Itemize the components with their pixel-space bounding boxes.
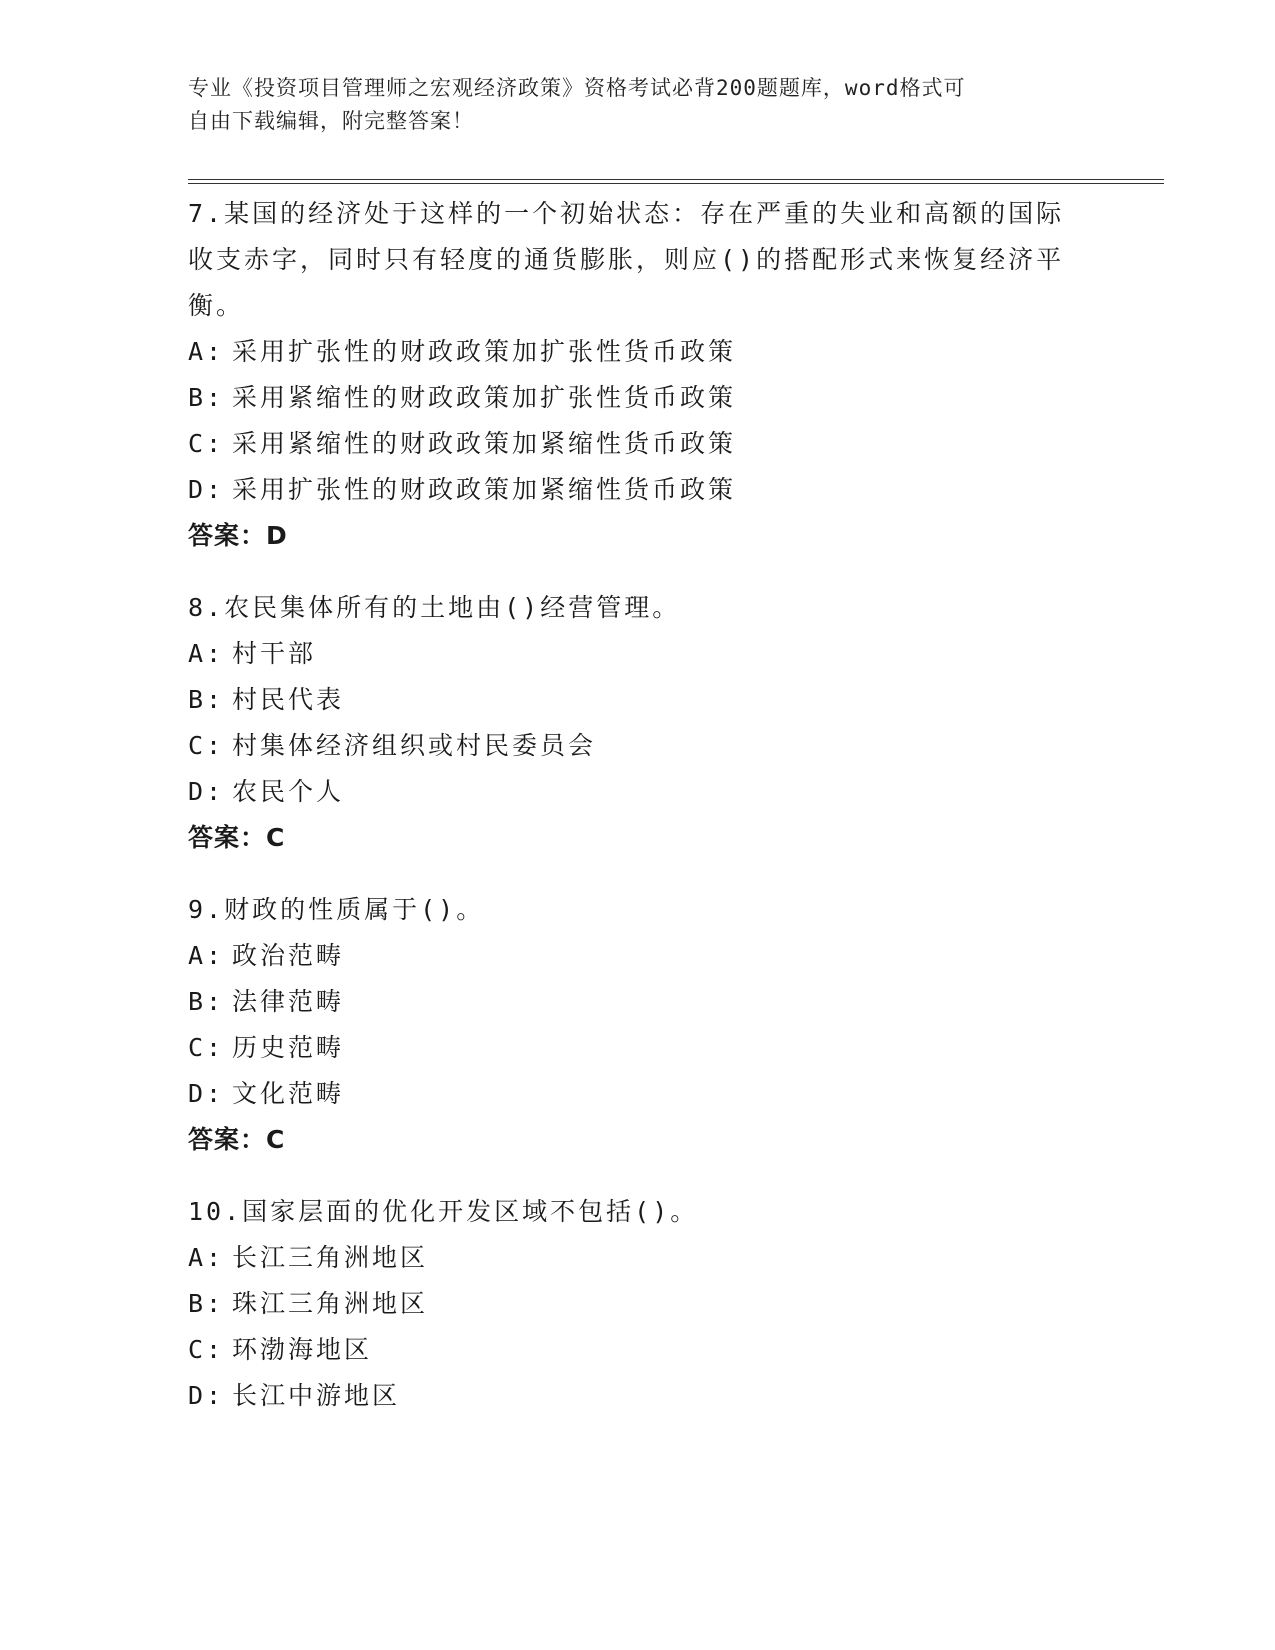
- option-letter: C:: [188, 429, 225, 458]
- header-rule-bottom: [188, 183, 1164, 184]
- option-a: [188, 933, 1088, 979]
- option-letter: D:: [188, 1381, 225, 1410]
- option-text: 文化范畴: [232, 1079, 345, 1108]
- option-text: 村民代表: [232, 685, 345, 714]
- option-a: [188, 329, 1088, 375]
- option-d: [188, 467, 1088, 513]
- option-text: 村干部: [232, 639, 317, 668]
- header-rule-top: [188, 179, 1164, 180]
- option-text: 环渤海地区: [232, 1335, 373, 1364]
- option-b: [188, 979, 1088, 1025]
- option-text: 长江三角洲地区: [232, 1243, 429, 1272]
- option-letter: C:: [188, 731, 225, 760]
- option-letter: A:: [188, 337, 225, 366]
- option-text: 农民个人: [232, 777, 345, 806]
- question-10: [188, 1189, 1088, 1419]
- question-9: [188, 887, 1088, 1163]
- option-text: 珠江三角洲地区: [232, 1289, 429, 1318]
- option-b: [188, 375, 1088, 421]
- option-letter: C:: [188, 1033, 225, 1062]
- option-d: [188, 1373, 1088, 1419]
- header-line-1: 专业《投资项目管理师之宏观经济政策》资格考试必背200题题库，word格式可: [188, 76, 966, 100]
- option-letter: B:: [188, 987, 225, 1016]
- question-stem: 10.国家层面的优化开发区域不包括()。: [188, 1197, 699, 1226]
- option-letter: B:: [188, 685, 225, 714]
- option-letter: B:: [188, 383, 225, 412]
- document-header: [188, 72, 1088, 138]
- option-b: [188, 677, 1088, 723]
- option-letter: A:: [188, 639, 225, 668]
- answer-line: 答案：C: [188, 823, 286, 852]
- answer-line: 答案：C: [188, 1125, 286, 1154]
- option-letter: A:: [188, 1243, 225, 1272]
- option-text: 长江中游地区: [232, 1381, 401, 1410]
- option-text: 采用扩张性的财政政策加紧缩性货币政策: [232, 475, 737, 504]
- option-text: 村集体经济组织或村民委员会: [232, 731, 597, 760]
- option-c: [188, 421, 1088, 467]
- option-letter: A:: [188, 941, 225, 970]
- option-a: [188, 1235, 1088, 1281]
- question-stem: 8.农民集体所有的土地由()经营管理。: [188, 593, 681, 622]
- question-list: [188, 191, 1088, 1445]
- option-c: [188, 1327, 1088, 1373]
- option-letter: D:: [188, 475, 225, 504]
- option-text: 历史范畴: [232, 1033, 345, 1062]
- option-text: 政治范畴: [232, 941, 345, 970]
- question-stem: 7.某国的经济处于这样的一个初始状态：存在严重的失业和高额的国际收支赤字，同时只有轻度的通货膨胀，则应()的搭配形式来恢复经济平衡。: [188, 199, 1065, 320]
- option-letter: D:: [188, 1079, 225, 1108]
- option-letter: B:: [188, 1289, 225, 1318]
- option-a: [188, 631, 1088, 677]
- question-stem: 9.财政的性质属于()。: [188, 895, 485, 924]
- option-c: [188, 1025, 1088, 1071]
- option-text: 法律范畴: [232, 987, 345, 1016]
- option-letter: D:: [188, 777, 225, 806]
- option-text: 采用紧缩性的财政政策加紧缩性货币政策: [232, 429, 737, 458]
- question-8: [188, 585, 1088, 861]
- option-c: [188, 723, 1088, 769]
- answer-line: 答案：D: [188, 521, 288, 550]
- option-b: [188, 1281, 1088, 1327]
- option-letter: C:: [188, 1335, 225, 1364]
- option-text: 采用扩张性的财政政策加扩张性货币政策: [232, 337, 737, 366]
- option-d: [188, 1071, 1088, 1117]
- header-line-2: 自由下载编辑，附完整答案！: [188, 109, 474, 133]
- question-7: [188, 191, 1088, 559]
- option-d: [188, 769, 1088, 815]
- option-text: 采用紧缩性的财政政策加扩张性货币政策: [232, 383, 737, 412]
